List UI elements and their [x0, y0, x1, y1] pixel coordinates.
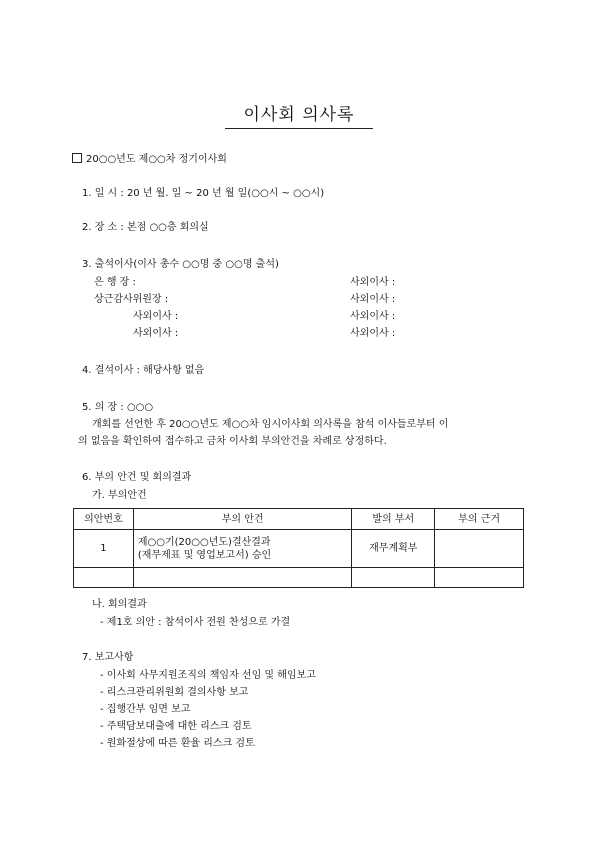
cell-item — [133, 530, 352, 568]
attendee-left-4: 사외이사 : — [133, 328, 179, 339]
attendee-left-2: 상근감사위원장 : — [94, 294, 169, 305]
cell-item-line-1: 제○○기(20○○년도)결산결과 — [137, 536, 271, 548]
list-item: - 집행간부 임면 보고 — [100, 704, 191, 715]
table-header-row — [74, 509, 524, 530]
empty-cell — [435, 568, 524, 588]
chair-text-line-2: 의 없음을 확인하여 접수하고 금차 이사회 부의안건을 차례로 상정하다. — [78, 436, 387, 447]
table-row — [74, 530, 524, 568]
header-dept: 발의 부서 — [352, 509, 435, 530]
agenda-sub-a: 가. 부의안건 — [92, 490, 147, 501]
list-item: - 주택담보대출에 대한 리스크 검토 — [100, 721, 252, 732]
cell-item-line-2: (재무제표 및 영업보고서) 승인 — [137, 549, 272, 561]
cell-basis — [435, 530, 524, 568]
attendance-heading: 3. 출석이사(이사 총수 ○○명 중 ○○명 출석) — [82, 259, 279, 270]
chair-heading: 5. 의 장 : ○○○ — [82, 402, 154, 413]
empty-cell — [74, 568, 134, 588]
list-item: - 리스크관리위원회 결의사항 보고 — [100, 687, 249, 698]
item-date: 1. 일 시 : 20 년 월. 일 ~ 20 년 월 일(○○시 ~ ○○시) — [82, 188, 325, 199]
list-item: - 이사회 사무지원조직의 책임자 선임 및 해임보고 — [100, 670, 316, 681]
agenda-heading: 6. 부의 안건 및 회의결과 — [82, 472, 192, 483]
attendee-right-3: 사외이사 : — [350, 311, 396, 322]
attendee-right-1: 사외이사 : — [350, 277, 396, 288]
item-place: 2. 장 소 : 본점 ○○층 회의실 — [82, 222, 209, 233]
header-item-no: 의안번호 — [74, 509, 134, 530]
header-item: 부의 안건 — [133, 509, 352, 530]
attendee-right-2: 사외이사 : — [350, 294, 396, 305]
cell-item-no: 1 — [74, 530, 134, 568]
meeting-name: 20○○년도 제○○차 정기이사회 — [86, 154, 227, 165]
cell-dept: 재무계획부 — [352, 530, 435, 568]
agenda-table — [73, 508, 524, 588]
title-underline — [225, 128, 373, 129]
header-basis: 부의 근거 — [435, 509, 524, 530]
agenda-sub-b: 나. 회의결과 — [92, 599, 147, 610]
list-item: - 원화절상에 따른 환율 리스크 검토 — [100, 738, 255, 749]
empty-cell — [352, 568, 435, 588]
item-absent: 4. 결석이사 : 해당사항 없음 — [82, 365, 205, 376]
report-heading: 7. 보고사항 — [82, 652, 134, 663]
checkbox-square-icon — [72, 153, 82, 163]
attendee-left-1: 은 행 장 : — [94, 277, 136, 288]
meeting-heading — [72, 153, 227, 166]
chair-text-line-1: 개회를 선언한 후 20○○년도 제○○차 임시이사회 의사록을 참석 이사들로부터 이 — [92, 419, 449, 430]
attendee-left-3: 사외이사 : — [133, 311, 179, 322]
attendee-right-4: 사외이사 : — [350, 328, 396, 339]
agenda-result: - 제1호 의안 : 참석이사 전원 찬성으로 가결 — [100, 617, 291, 628]
empty-cell — [133, 568, 352, 588]
table-row-empty — [74, 568, 524, 588]
document-title: 이사회 의사록 — [243, 105, 355, 125]
